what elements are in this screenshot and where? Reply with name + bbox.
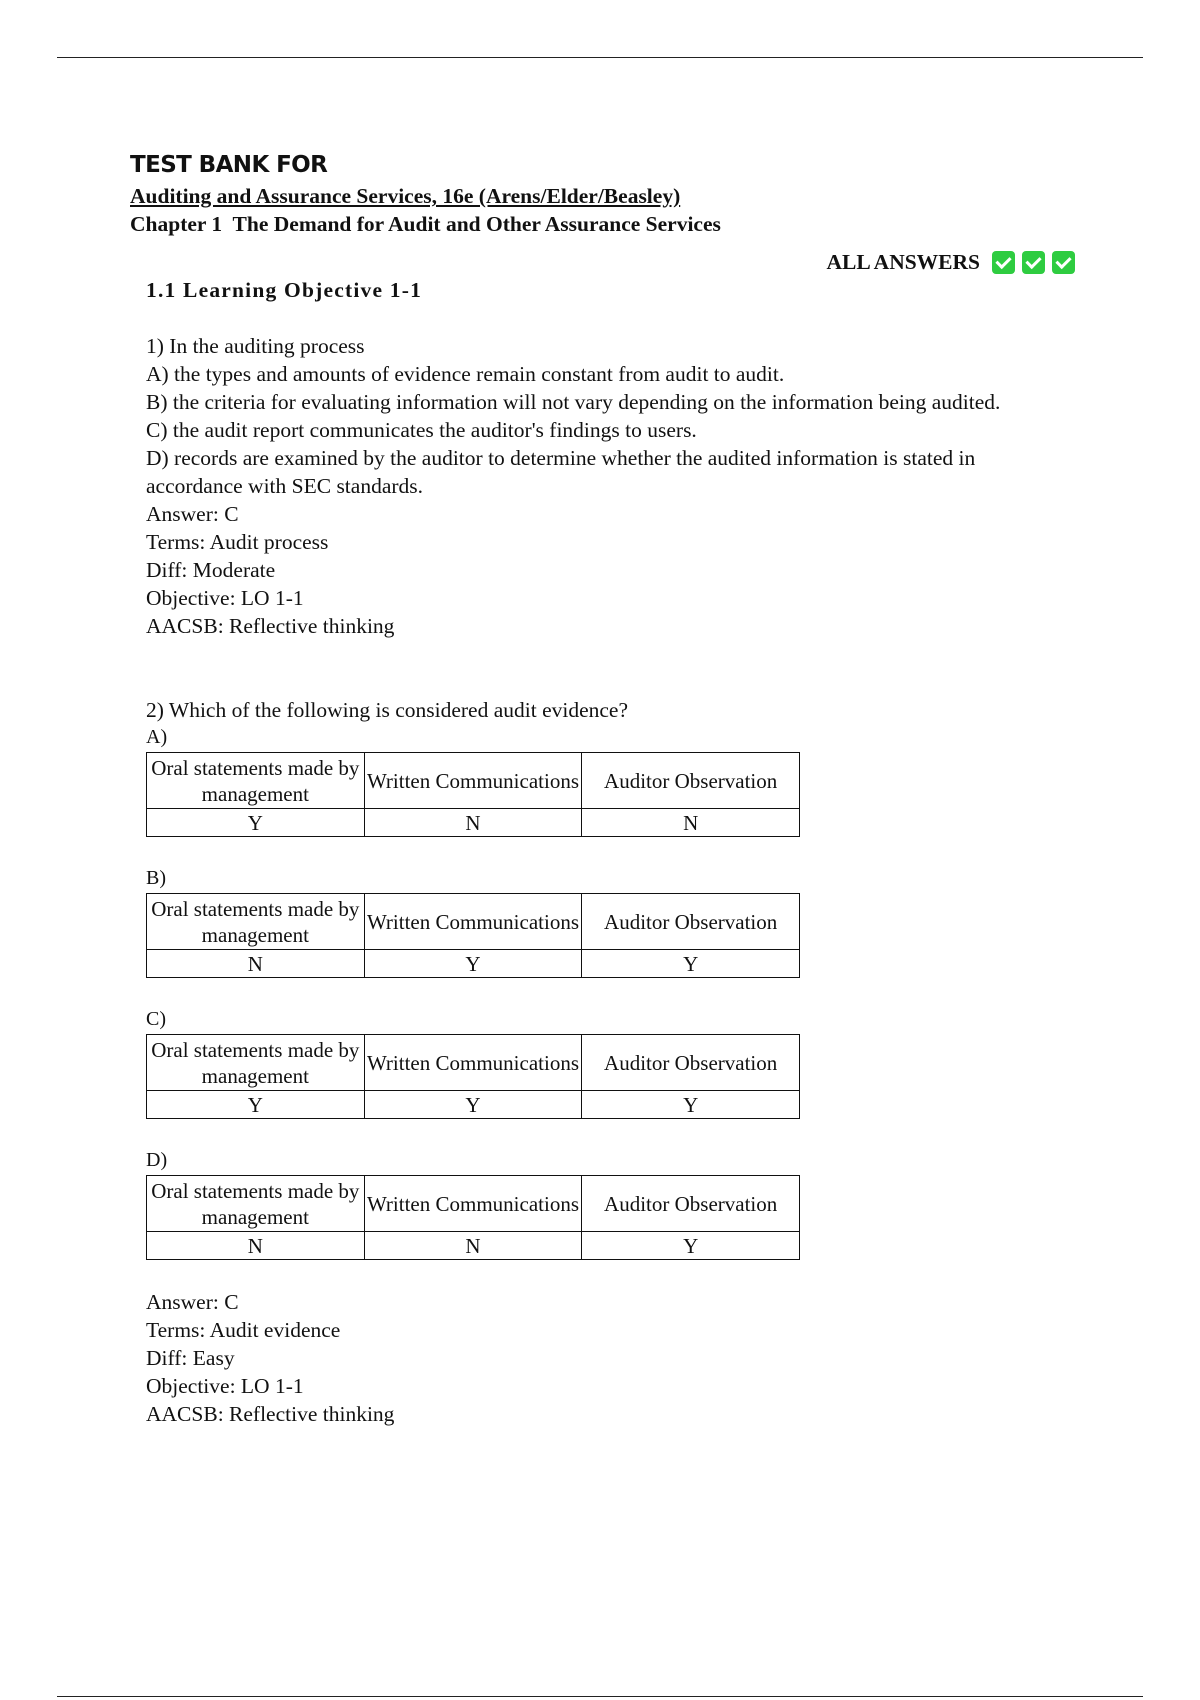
- question-stem: 2) Which of the following is considered audit evidence?: [146, 698, 629, 722]
- difficulty: Diff: Easy: [146, 1346, 235, 1370]
- table-row: [147, 950, 800, 978]
- header-cell: Written Communications: [364, 753, 582, 809]
- test-bank-title: TEST BANK FOR: [130, 152, 328, 178]
- value-cell: N: [147, 950, 365, 978]
- value-cell: N: [364, 1232, 582, 1260]
- header-cell: Auditor Observation: [582, 753, 800, 809]
- bottom-rule: [57, 1696, 1143, 1697]
- value-cell: Y: [147, 809, 365, 837]
- table-header-row: [147, 894, 800, 950]
- option-c: C) the audit report communicates the auditor's findings to users.: [146, 418, 697, 442]
- terms: Terms: Audit evidence: [146, 1318, 341, 1342]
- aacsb: AACSB: Reflective thinking: [146, 1402, 395, 1426]
- value-cell: N: [364, 809, 582, 837]
- value-cell: Y: [582, 950, 800, 978]
- answer: Answer: C: [146, 1290, 239, 1314]
- header-cell: Oral statements made by management: [147, 1176, 365, 1232]
- option-label: C): [146, 1008, 166, 1030]
- header-cell: Auditor Observation: [582, 894, 800, 950]
- objective: Objective: LO 1-1: [146, 1374, 304, 1398]
- book-title: Auditing and Assurance Services, 16e (Arens/Elder/Beasley): [130, 184, 681, 208]
- aacsb: AACSB: Reflective thinking: [146, 614, 395, 638]
- document-header: [130, 152, 721, 237]
- chapter-title: Chapter 1 The Demand for Audit and Other Assurance Services: [130, 212, 721, 236]
- option-a: A) the types and amounts of evidence remain constant from audit to audit.: [146, 362, 785, 386]
- option-c-table: [146, 1034, 800, 1119]
- option-label: B): [146, 867, 166, 889]
- objective: Objective: LO 1-1: [146, 586, 304, 610]
- check-icon: [992, 251, 1015, 274]
- table-header-row: [147, 1176, 800, 1232]
- option-label: D): [146, 1149, 168, 1171]
- question-meta: [146, 500, 1076, 640]
- section-title: 1.1 Learning Objective 1-1: [146, 278, 423, 302]
- header-cell: Oral statements made by management: [147, 1035, 365, 1091]
- header-cell: Written Communications: [364, 894, 582, 950]
- header-cell: Written Communications: [364, 1035, 582, 1091]
- value-cell: N: [582, 809, 800, 837]
- value-cell: N: [147, 1232, 365, 1260]
- value-cell: Y: [364, 1091, 582, 1119]
- difficulty: Diff: Moderate: [146, 558, 276, 582]
- table-row: [147, 1232, 800, 1260]
- option-d-table: [146, 1175, 800, 1260]
- option-a-table: [146, 752, 800, 837]
- option-label: A): [146, 726, 168, 748]
- question-1: [146, 332, 1076, 640]
- all-answers-label: ALL ANSWERS: [826, 250, 980, 274]
- value-cell: Y: [147, 1091, 365, 1119]
- table-header-row: [147, 1035, 800, 1091]
- table-row: [147, 809, 800, 837]
- question-stem: 1) In the auditing process: [146, 334, 365, 358]
- header-cell: Written Communications: [364, 1176, 582, 1232]
- answer: Answer: C: [146, 502, 239, 526]
- header-cell: Auditor Observation: [582, 1035, 800, 1091]
- terms: Terms: Audit process: [146, 530, 329, 554]
- top-rule: [57, 57, 1143, 58]
- table-header-row: [147, 753, 800, 809]
- table-row: [147, 1091, 800, 1119]
- value-cell: Y: [582, 1091, 800, 1119]
- option-b: B) the criteria for evaluating information will not vary depending on the information being audited.: [146, 390, 1001, 414]
- value-cell: Y: [582, 1232, 800, 1260]
- header-cell: Auditor Observation: [582, 1176, 800, 1232]
- question-2-meta: [146, 1288, 394, 1428]
- question-2: [146, 696, 1076, 1260]
- check-icon: [1022, 251, 1045, 274]
- all-answers-badge: [826, 250, 1075, 275]
- option-b-table: [146, 893, 800, 978]
- value-cell: Y: [364, 950, 582, 978]
- header-cell: Oral statements made by management: [147, 894, 365, 950]
- header-cell: Oral statements made by management: [147, 753, 365, 809]
- check-icon: [1052, 251, 1075, 274]
- option-d: D) records are examined by the auditor to determine whether the audited information is stated in accordance with SEC standards.: [146, 446, 976, 498]
